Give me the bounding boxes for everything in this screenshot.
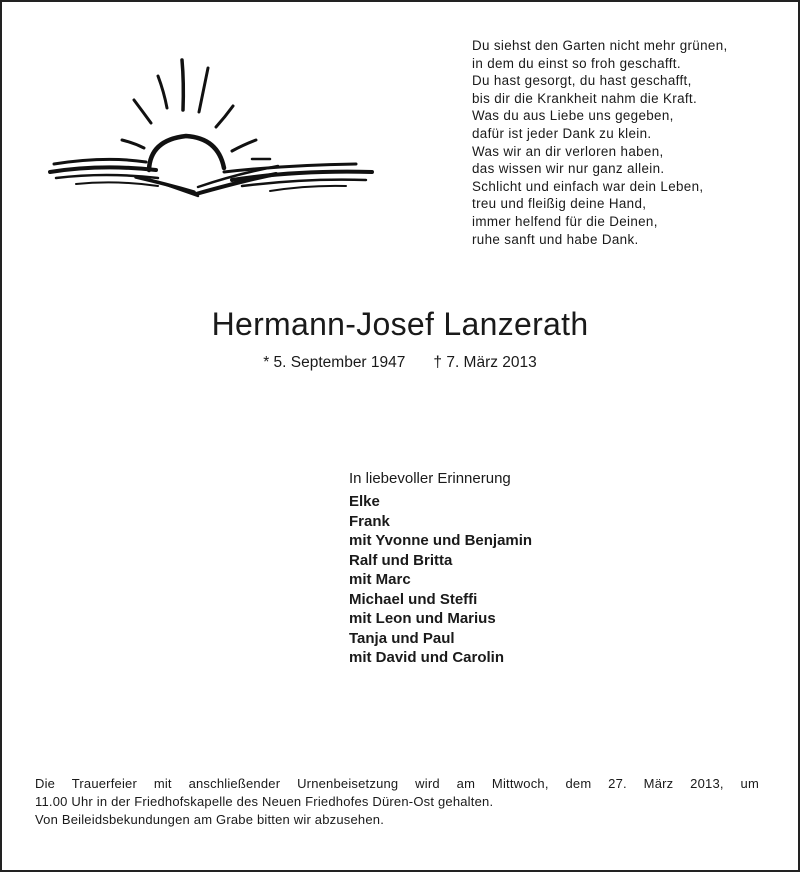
poem-line: dafür ist jeder Dank zu klein. (472, 125, 652, 141)
poem-line: Du siehst den Garten nicht mehr grünen, (472, 38, 728, 53)
mourner-name: mit Yvonne und Benjamin (349, 532, 533, 549)
poem-line: immer helfend für die Deinen, (472, 213, 658, 229)
mourner-name: Frank (349, 512, 390, 530)
poem-line: in dem du einst so froh geschafft. (472, 55, 681, 71)
mourner-name: Ralf und Britta (349, 551, 453, 569)
poem (472, 37, 782, 248)
poem-line: Was du aus Liebe uns gegeben, (472, 108, 674, 124)
life-dates (2, 354, 798, 372)
deceased-name: Hermann-Josef Lanzerath (211, 306, 589, 342)
mourner-name: mit Marc (349, 571, 411, 588)
mourner-name: Elke (349, 493, 380, 510)
sunset-icon (46, 52, 376, 202)
birth-date: * 5. September 1947 (263, 354, 406, 371)
poem-line: bis dir die Krankheit nahm die Kraft. (472, 90, 698, 106)
notice-line: Die Trauerfeier mit anschließender Urnenbeisetzung wird am Mittwoch, dem 27. März 2013, um (35, 776, 759, 791)
mourners-block (349, 469, 709, 668)
poem-line: das wissen wir nur ganz allein. (472, 161, 665, 177)
mourner-name: mit David und Carolin (349, 649, 505, 666)
funeral-notice (35, 775, 759, 829)
mourners-intro: In liebevoller Erinnerung (349, 470, 511, 487)
mourner-name: Tanja und Paul (349, 629, 455, 647)
death-date: † 7. März 2013 (433, 354, 537, 371)
mourners-list (349, 492, 709, 668)
poem-line: treu und fleißig deine Hand, (472, 196, 647, 212)
mourner-name: Michael und Steffi (349, 590, 478, 608)
poem-line: ruhe sanft und habe Dank. (472, 231, 639, 247)
notice-line: Von Beileidsbekundungen am Grabe bitten wir abzusehen. (35, 812, 385, 827)
poem-line: Was wir an dir verloren haben, (472, 143, 664, 159)
mourner-name: mit Leon und Marius (349, 610, 496, 627)
poem-line: Du hast gesorgt, du hast geschafft, (472, 73, 692, 89)
poem-line: Schlicht und einfach war dein Leben, (472, 178, 704, 194)
notice-line: 11.00 Uhr in der Friedhofskapelle des Neuen Friedhofes Düren-Ost gehalten. (35, 794, 494, 809)
